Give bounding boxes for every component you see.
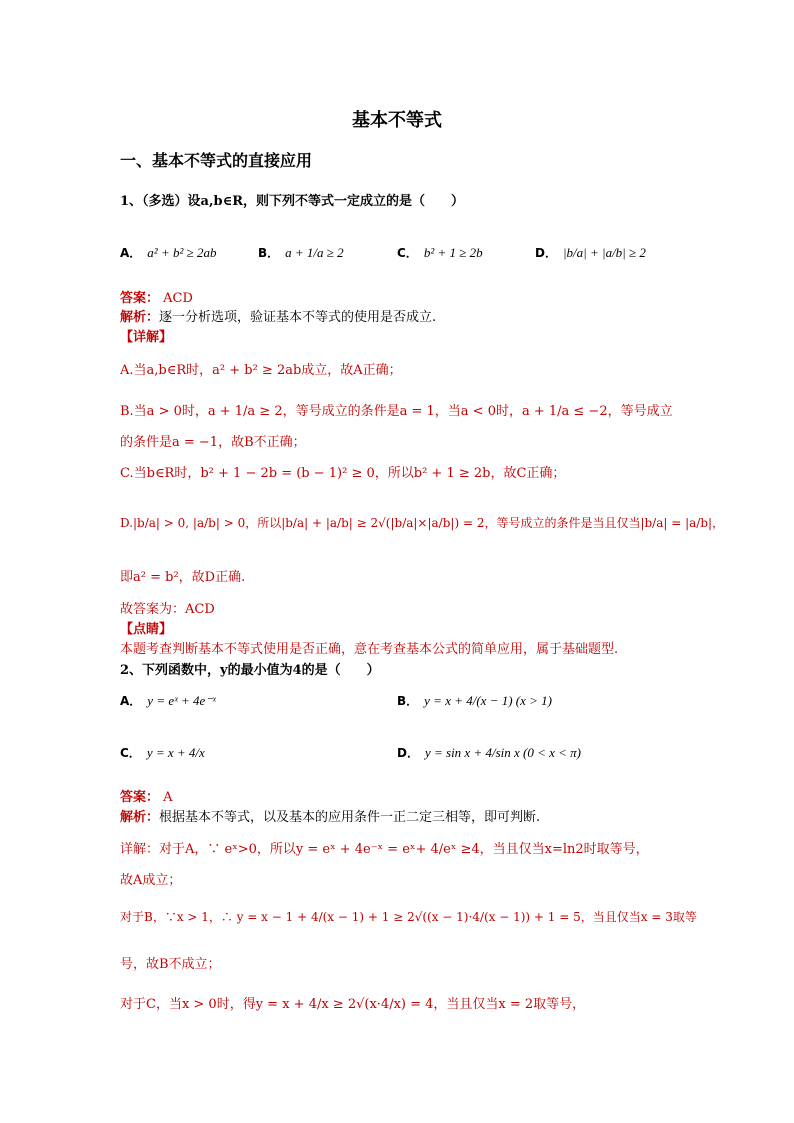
q1-detail-a: A.当a,b∈R时，a² + b² ≥ 2ab成立，故A正确； [120, 363, 402, 378]
q2-detail-1: 详解：对于A，∵ eˣ>0，所以y = eˣ + 4e⁻ˣ = eˣ+ 4/eˣ ≥4，当且仅当x=ln2时取等号， [120, 842, 649, 857]
q2-analysis: 解析：根据基本不等式，以及基本的应用条件一正二定三相等，即可判断. [120, 810, 541, 825]
q1-point-tag: 【点睛】 [120, 622, 173, 637]
q2-option-a: A． y = eˣ + 4e⁻ˣ [120, 693, 216, 708]
q1-answer: 答案： ACD [120, 291, 193, 306]
q1-final-answer: 故答案为：ACD [120, 602, 215, 617]
q1-detail-d2: 即a² = b²，故D正确. [120, 570, 246, 585]
q2-option-c: C． y = x + 4/x [120, 745, 205, 760]
q1-option-d: D． |b/a| + |a/b| ≥ 2 [535, 245, 646, 260]
q1-detail-d1: D.|b/a| > 0, |a/b| > 0，所以|b/a| + |a/b| ≥ 2√(|b/a|×|a/b|) = 2，等号成立的条件是当且仅当|b/a| = |a/b|， [120, 516, 725, 530]
q1-detail-b1: B.当a > 0时，a + 1/a ≥ 2，等号成立的条件是a = 1，当a < 0时，a + 1/a ≤ −2，等号成立 [120, 404, 673, 419]
q2-detail-2: 故A成立； [120, 873, 182, 888]
page-title: 基本不等式 [352, 110, 442, 131]
q2-answer: 答案： A [120, 790, 173, 805]
question-2-stem: 2、下列函数中，y的最小值为4的是（ ） [120, 663, 380, 678]
q1-option-c: C． b² + 1 ≥ 2b [397, 245, 483, 260]
q1-point: 本题考查判断基本不等式使用是否正确，意在考查基本公式的简单应用，属于基础题型. [120, 642, 619, 657]
q1-detail-b2: 的条件是a = −1，故B不正确； [120, 435, 306, 450]
q2-option-b: B． y = x + 4/(x − 1) (x > 1) [397, 693, 553, 708]
q2-option-d: D． y = sin x + 4/sin x (0 < x < π) [397, 745, 582, 760]
question-1-stem: 1、（多选）设a,b∈R，则下列不等式一定成立的是（ ） [120, 194, 465, 209]
q1-option-a: A． a² + b² ≥ 2ab [120, 245, 217, 260]
q1-analysis: 解析：逐一分析选项，验证基本不等式的使用是否成立. [120, 310, 437, 325]
q1-option-b: B． a + 1/a ≥ 2 [258, 245, 344, 260]
q2-detail-4: 号，故B不成立； [120, 957, 221, 972]
q2-detail-5: 对于C，当x > 0时，得y = x + 4/x ≥ 2√(x·4/x) = 4，当且仅当x = 2取等号， [120, 997, 586, 1012]
q1-detail-tag: 【详解】 [120, 330, 173, 345]
q1-detail-c: C.当b∈R时，b² + 1 − 2b = (b − 1)² ≥ 0，所以b² + 1 ≥ 2b，故C正确； [120, 466, 566, 481]
q2-detail-3: 对于B，∵x > 1，∴ y = x − 1 + 4/(x − 1) + 1 ≥ 2√((x − 1)·4/(x − 1)) + 1 = 5，当且仅当x = 3取等 [120, 910, 697, 924]
section-heading: 一、基本不等式的直接应用 [120, 151, 313, 170]
